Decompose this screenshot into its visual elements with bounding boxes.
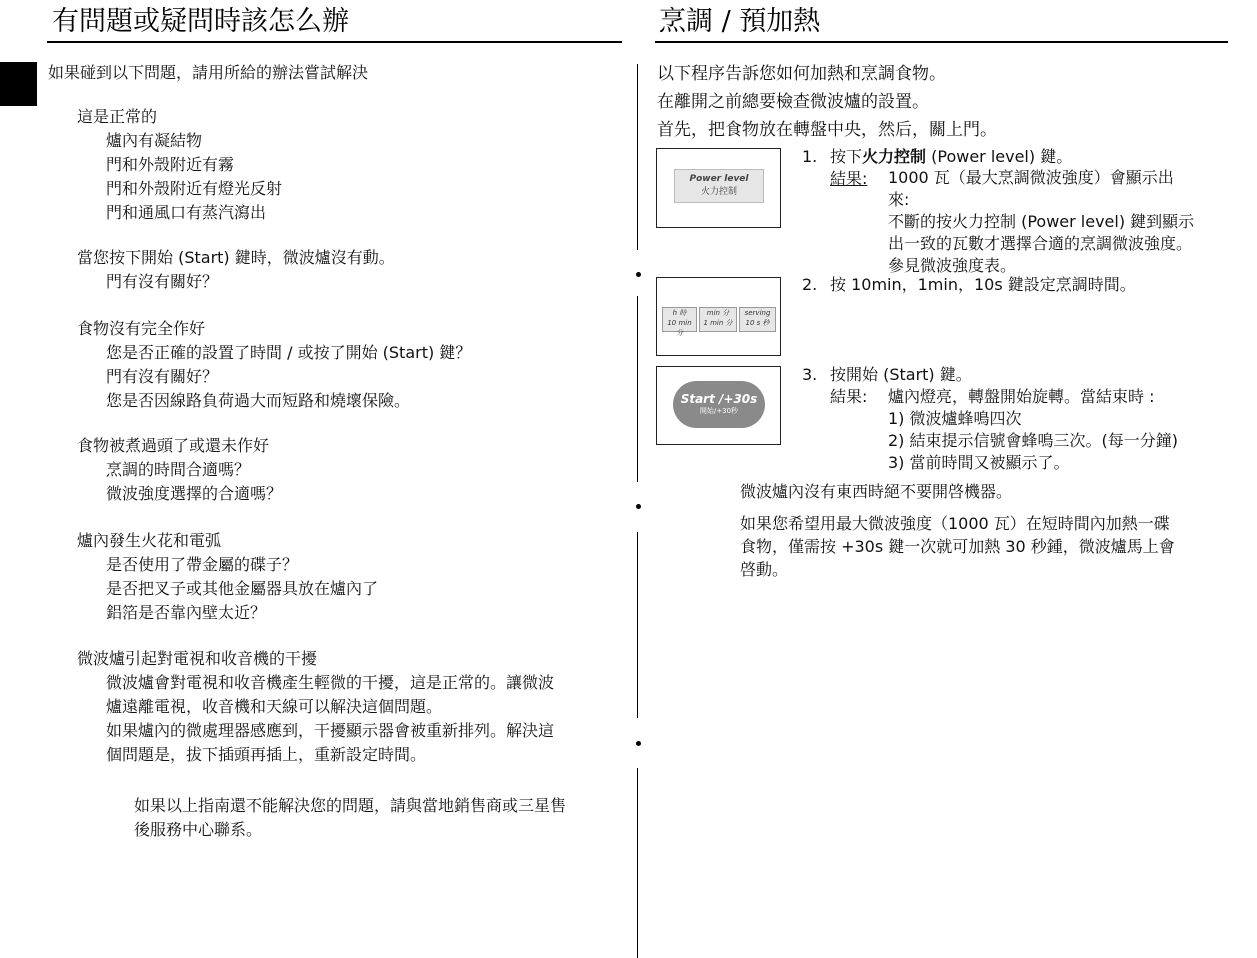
section-item: 鋁箔是否靠內壁太近？ [106, 603, 267, 622]
section-item: 是否把叉子或其他金屬器具放在爐內了 [106, 579, 379, 598]
divider-dot [636, 272, 641, 277]
power-level-button-label: Power level [689, 174, 749, 184]
note-line: 食物，僅需按 +30s 鍵一次就可加熱 30 秒鍾，微波爐馬上會 [740, 537, 1175, 556]
section-food-not-cooked [77, 317, 471, 413]
section-item: 門和外殼附近有燈光反射 [106, 179, 283, 198]
section-item: 門有沒有關好？ [106, 367, 219, 386]
one-minute-key: min 分 1 min 分 [699, 307, 737, 332]
note-line: 啓動。 [740, 560, 789, 579]
section-item: 門和外殼附近有霧 [106, 155, 235, 174]
note-line: 如果您希望用最大微波強度（1000 瓦）在短時間內加熱一碟 [740, 514, 1170, 533]
result-line: 2) 結束提示信號會蜂鳴三次。(每一分鐘) [888, 431, 1178, 450]
section-sparks [77, 529, 378, 625]
result-line: 1000 瓦（最大烹調微波強度）會顯示出 [888, 168, 1174, 187]
section-interference [77, 647, 554, 767]
time-keys-panel-illustration [656, 277, 781, 356]
divider-dot [636, 504, 641, 509]
center-divider [637, 64, 638, 250]
step-3-result [888, 386, 1178, 474]
section-item: 如果爐內的微處理器感應到，干擾顯示器會被重新排列。解決這 [106, 721, 555, 740]
divider-dot [636, 741, 641, 746]
closing-line: 如果以上指南還不能解決您的問題，請與當地銷售商或三星售 [134, 796, 567, 815]
result-line: 參見微波強度表。 [888, 256, 1017, 275]
result-line: 爐內燈亮，轉盤開始旋轉。當結束時 : [888, 387, 1155, 406]
section-start-not-working [77, 246, 395, 294]
right-intro-line: 以下程序告訴您如何加熱和烹調食物。 [657, 64, 946, 84]
result-label: 結果: [830, 387, 868, 406]
section-item: 門有沒有關好？ [106, 272, 219, 291]
result-line: 不斷的按火力控制 (Power level) 鍵到顯示 [888, 212, 1195, 231]
step-2-text: 按 10min，1min，10s 鍵設定烹調時間。 [830, 275, 1136, 294]
result-line: 來: [888, 190, 910, 209]
power-level-button [674, 169, 764, 203]
left-title-rule [47, 41, 622, 43]
closing-line: 後服務中心聯系。 [134, 820, 263, 839]
section-overcooked [77, 434, 282, 506]
step-number: 1. [802, 147, 818, 166]
section-item: 烹調的時間合適嗎？ [106, 460, 251, 479]
ten-minute-key: h 時 10 min 分 [662, 307, 697, 332]
section-item: 您是否因線路負荷過大而短路和燒壞保險。 [106, 391, 411, 410]
section-heading: 這是正常的 [77, 107, 158, 126]
step-number: 2. [802, 275, 818, 294]
section-heading: 微波爐引起對電視和收音機的干擾 [77, 649, 318, 668]
section-heading: 食物沒有完全作好 [77, 319, 206, 338]
start-button-sublabel: 開始/+30秒 [699, 407, 739, 415]
start-button [673, 381, 765, 428]
warning-note: 微波爐內沒有東西時絕不要開啓機器。 [740, 482, 1013, 501]
result-line: 出一致的瓦數才選擇合適的烹調微波強度。 [888, 234, 1193, 253]
right-intro-line: 首先，把食物放在轉盤中央，然后，關上門。 [657, 120, 997, 140]
chapter-tab-marker [0, 62, 37, 106]
right-intro-line: 在離開之前總要檢查微波爐的設置。 [657, 92, 929, 112]
power-level-button-sublabel: 火力控制 [700, 187, 737, 197]
right-title-rule [655, 41, 1228, 43]
section-item: 是否使用了帶金屬的碟子？ [106, 555, 299, 574]
section-item: 您是否正確的設置了時間 / 或按了開始 (Start) 鍵？ [106, 343, 472, 362]
section-normal [77, 105, 282, 225]
power-level-panel-illustration [656, 148, 781, 228]
step-number: 3. [802, 365, 818, 384]
section-heading: 當您按下開始 (Start) 鍵時，微波爐沒有動。 [77, 248, 395, 267]
center-divider [637, 532, 638, 718]
section-heading: 食物被煮過頭了或還未作好 [77, 436, 270, 455]
section-item: 爐內有凝結物 [106, 131, 203, 150]
ten-second-key: serving 10 s 秒 [739, 307, 776, 332]
center-divider [637, 768, 638, 958]
result-line: 1) 微波爐蜂鳴四次 [888, 409, 1022, 428]
closing-note [134, 794, 566, 842]
start-panel-illustration [656, 366, 781, 445]
left-page-title: 有問題或疑問時該怎么辦 [52, 6, 349, 37]
section-heading: 爐內發生火花和電弧 [77, 531, 222, 550]
start-button-label: Start /+30s [680, 392, 758, 406]
section-item: 門和通風口有蒸汽瀉出 [106, 203, 267, 222]
section-item: 微波強度選擇的合適嗎？ [106, 484, 283, 503]
result-label: 結果: [830, 169, 868, 188]
section-item: 個問題是，拔下插頭再插上，重新設定時間。 [106, 745, 427, 764]
plus-30s-note [740, 512, 1175, 581]
section-item: 微波爐會對電視和收音機產生輕微的干擾，這是正常的。讓微波 [106, 673, 555, 692]
result-line: 3) 當前時間又被顯示了。 [888, 453, 1070, 472]
step-1-result [888, 167, 1194, 277]
left-intro: 如果碰到以下問題，請用所給的辦法嘗試解決 [48, 63, 369, 82]
right-page-title: 烹調 / 預加熱 [659, 6, 821, 37]
step-3-text: 按開始 (Start) 鍵。 [830, 365, 972, 384]
center-divider [637, 296, 638, 482]
step-1-text: 按下火力控制 (Power level) 鍵。 [830, 147, 1073, 166]
section-item: 爐遠離電視，收音機和天線可以解決這個問題。 [106, 697, 443, 716]
